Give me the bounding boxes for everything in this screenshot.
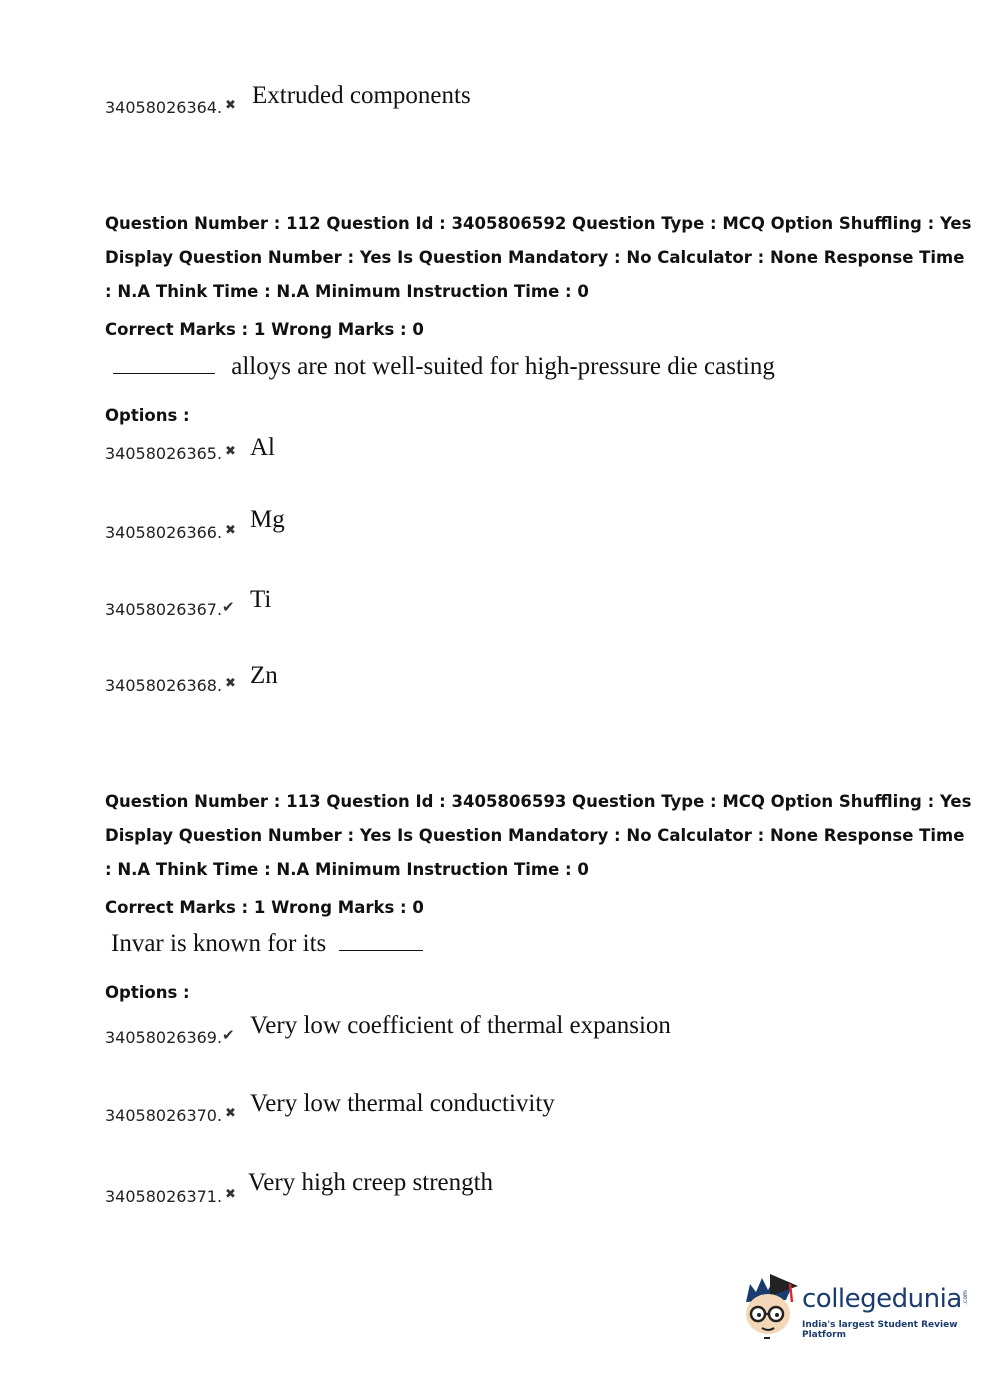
- wrong-mark-icon: ✖: [225, 523, 236, 538]
- marks-info: Correct Marks : 1 Wrong Marks : 0: [105, 320, 424, 339]
- option-text: Mg: [250, 506, 285, 533]
- wrong-mark-icon: ✖: [225, 1187, 236, 1202]
- option-text: Al: [250, 434, 275, 461]
- question-meta-line: Question Number : 112 Question Id : 3405806592 Question Type : MCQ Option Shuffling : Yes: [105, 214, 972, 233]
- brand-suffix: .com: [961, 1290, 969, 1305]
- collegedunia-logo[interactable]: [740, 1272, 970, 1342]
- wrong-mark-icon: ✖: [225, 444, 236, 459]
- correct-check-icon: ✔: [222, 598, 235, 616]
- option-id: 34058026369.: [105, 1028, 223, 1047]
- question-text: alloys are not well-suited for high-pressure die casting: [113, 353, 775, 381]
- option-id: 34058026371.: [105, 1187, 223, 1206]
- question-meta-line: Question Number : 113 Question Id : 3405806593 Question Type : MCQ Option Shuffling : Yes: [105, 792, 972, 811]
- option-id: 34058026366.: [105, 523, 223, 542]
- question-meta-line: : N.A Think Time : N.A Minimum Instruction Time : 0: [105, 860, 589, 879]
- question-text: Invar is known for its: [111, 930, 423, 958]
- brand-name: collegedunia: [802, 1284, 962, 1314]
- mascot-icon: [740, 1272, 800, 1342]
- wrong-mark-icon: ✖: [225, 676, 236, 691]
- options-label: Options :: [105, 406, 190, 425]
- option-text: Ti: [250, 586, 272, 613]
- wrong-mark-icon: ✖: [225, 98, 236, 113]
- option-text: Very low coefficient of thermal expansion: [250, 1012, 671, 1039]
- option-text: Zn: [250, 662, 278, 689]
- wrong-mark-icon: ✖: [225, 1106, 236, 1121]
- option-text: Very low thermal conductivity: [250, 1090, 555, 1117]
- answer-blank: [113, 373, 215, 374]
- option-text: Extruded components: [252, 82, 471, 109]
- option-id: 34058026370.: [105, 1106, 223, 1125]
- option-text: Very high creep strength: [248, 1169, 494, 1196]
- brand-tagline: India's largest Student Review Platform: [802, 1320, 958, 1340]
- marks-info: Correct Marks : 1 Wrong Marks : 0: [105, 898, 424, 917]
- correct-check-icon: ✔: [222, 1026, 235, 1044]
- answer-blank: [339, 950, 423, 951]
- question-meta-line: Display Question Number : Yes Is Question Mandatory : No Calculator : None Response Time: [105, 248, 965, 267]
- options-label: Options :: [105, 983, 190, 1002]
- option-id: 34058026364.: [105, 98, 223, 117]
- question-meta-line: Display Question Number : Yes Is Question Mandatory : No Calculator : None Response Time: [105, 826, 965, 845]
- option-id: 34058026367.: [105, 600, 223, 619]
- option-id: 34058026368.: [105, 676, 223, 695]
- option-id: 34058026365.: [105, 444, 223, 463]
- question-meta-line: : N.A Think Time : N.A Minimum Instruction Time : 0: [105, 282, 589, 301]
